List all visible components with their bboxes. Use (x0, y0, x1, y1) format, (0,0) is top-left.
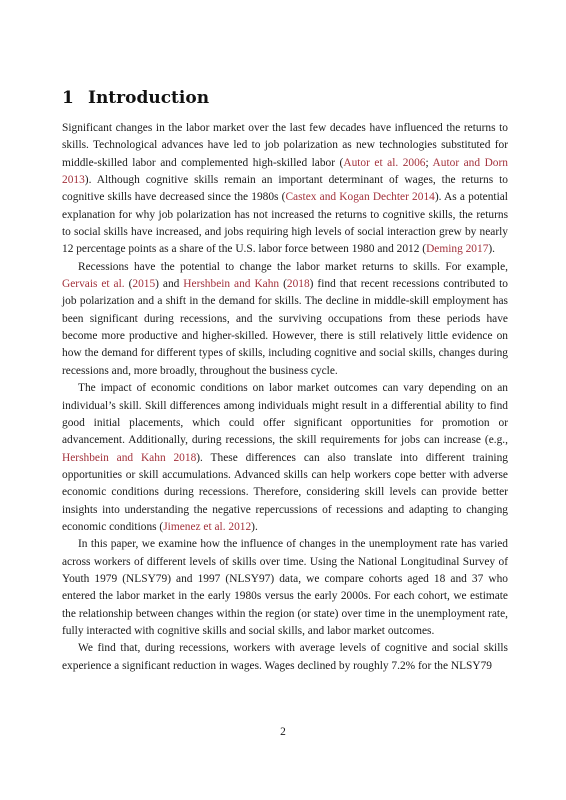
citation-link[interactable]: 2018 (286, 278, 310, 291)
paragraph-text: ). (251, 520, 258, 533)
paragraph-text: ) find that recent recessions contributed to job polarization and a shift in the demand for skills. The decline in middle-skill employment has been significant during recessions, and the surviving occupations from these periods have become more productive and higher-skilled. However, there is still relatively little evidence on how the demand for different types of skills, including cognitive and social skills, changes during recessions and, more broadly, throughout the business cycle. (62, 278, 508, 377)
paragraph-text: We find that, during recessions, workers with average levels of cognitive and social skills experience a significant reduction in wages. Wages declined by roughly 7.2% for the NLSY79 (62, 642, 508, 672)
citation-link[interactable]: Gervais et al. (62, 278, 125, 291)
citation-link[interactable]: Autor and Dorn 2013 (62, 156, 508, 187)
paragraph-text: In this paper, we examine how the influence of changes in the unemployment rate has varied across workers of different levels of skills over time. Using the National Longitudinal Survey of Youth 1979 (NLSY79) and 1997 (NLSY97) data, we compare cohorts aged 18 and 37 who entered the labor market in the early 1980s versus the early 2000s. For each cohort, we estimate the relationship between changes within the region (or state) over time in the unemployment rate, fully interacted with cognitive skills and social skills, and labor market outcomes. (62, 538, 508, 637)
paragraph-text: ( (279, 278, 287, 291)
citation-link[interactable]: 2015 (132, 278, 156, 291)
citation-link[interactable]: Castex and Kogan Dechter 2014 (285, 191, 435, 204)
paragraph (62, 259, 508, 380)
paragraph (62, 640, 508, 675)
paragraph-text: ; (425, 156, 433, 169)
section-number: 1 (62, 88, 74, 108)
citation-link[interactable]: Jimenez et al. 2012 (163, 520, 252, 533)
paragraph-text: Significant changes in the labor market over the last few decades have influenced the returns to skills. Technological advances have led to job polarization as new technologies substituted for middle-skilled labor and complemented high-skilled labor ( (62, 122, 508, 169)
paragraph-text: The impact of economic conditions on labor market outcomes can vary depending on an individual’s skill. Skill differences among individuals might result in a differential ability to find good initial placements, which could offer significant opportunities for promotion or advancement. Additionally, during recessions, the skill requirements for jobs can increase (e.g., (62, 382, 508, 447)
paragraph (62, 380, 508, 536)
page-number: 2 (280, 726, 286, 738)
section-heading (62, 87, 209, 109)
citation-link[interactable]: Hershbein and Kahn (183, 278, 280, 291)
citation-link[interactable]: Deming 2017 (426, 243, 489, 256)
paragraph-text: ) and (155, 278, 184, 291)
body-text (62, 120, 508, 675)
paragraph-text: ( (124, 278, 133, 291)
section-title: Introduction (88, 88, 210, 108)
paragraph-text: Recessions have the potential to change the labor market returns to skills. For example, (78, 260, 508, 273)
citation-link[interactable]: Hershbein and Kahn 2018 (62, 451, 197, 464)
citation-link[interactable]: Autor et al. 2006 (343, 156, 426, 169)
paragraph-text: ). Although cognitive skills remain an important determinant of wages, the returns to cognitive skills have decreased since the 1980s ( (62, 174, 508, 204)
paragraph (62, 536, 508, 640)
paragraph-text: ). As a potential explanation for why job polarization has not increased the returns to cognitive skills, the returns to social skills have increased, and jobs requiring high levels of social interaction grew by nearly 12 percentage points as a share of the U.S. labor force between 1980 and 2012 ( (62, 191, 508, 256)
paragraph-text: ). These differences can also translate into different training opportunities or skill accumulations. Advanced skills can help workers cope better with adverse economic conditions during recessions. Therefore, considering skill levels can provide better insights into understanding the negative repercussions of recessions and adapting to changing economic conditions ( (62, 451, 508, 533)
paragraph-text: ). (488, 243, 496, 256)
paragraph (62, 120, 508, 259)
